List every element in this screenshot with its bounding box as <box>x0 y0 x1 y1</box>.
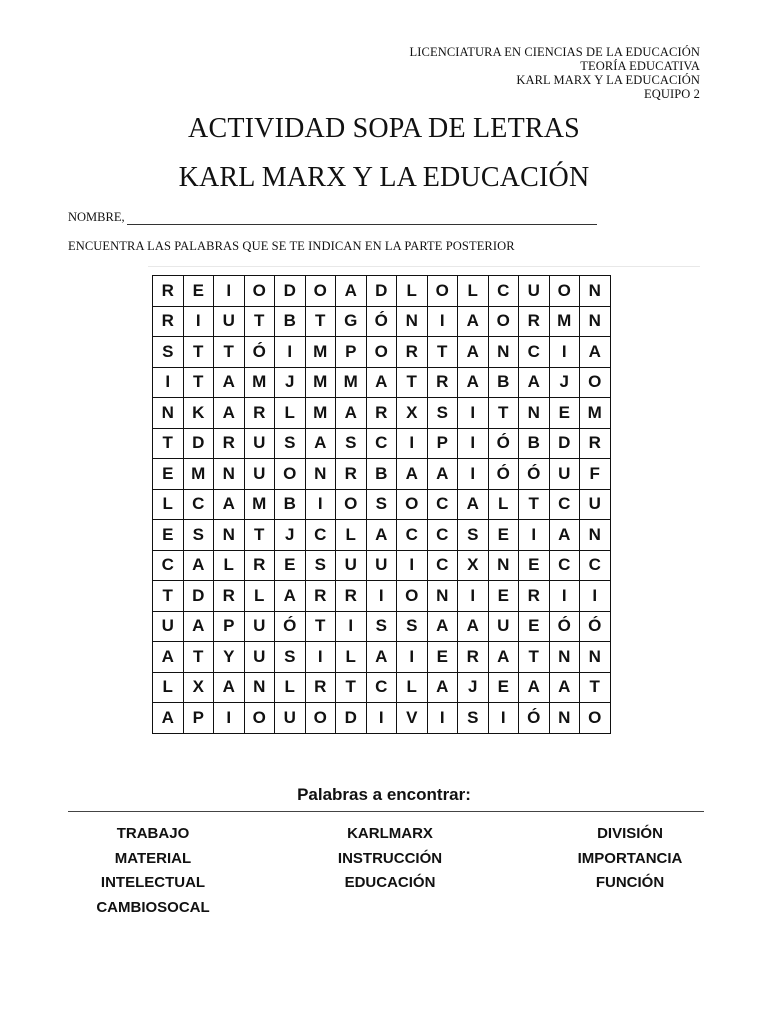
grid-cell[interactable]: R <box>458 642 489 673</box>
grid-cell[interactable]: T <box>427 337 458 368</box>
grid-cell[interactable]: I <box>397 428 428 459</box>
grid-row <box>153 337 611 368</box>
grid-cell[interactable]: R <box>519 306 550 337</box>
grid-cell[interactable]: S <box>275 642 306 673</box>
grid-cell[interactable]: S <box>366 611 397 642</box>
grid-cell[interactable]: Ó <box>488 459 519 490</box>
grid-cell[interactable]: A <box>214 367 245 398</box>
grid-cell[interactable]: A <box>275 581 306 612</box>
grid-cell[interactable]: O <box>397 489 428 520</box>
grid-cell[interactable]: A <box>214 398 245 429</box>
grid-cell[interactable]: I <box>519 520 550 551</box>
grid-cell[interactable]: A <box>183 611 214 642</box>
grid-cell[interactable]: E <box>153 520 184 551</box>
grid-cell[interactable]: S <box>397 611 428 642</box>
grid-cell[interactable]: B <box>519 428 550 459</box>
grid-row <box>153 367 611 398</box>
grid-cell[interactable]: I <box>458 428 489 459</box>
grid-cell[interactable]: I <box>458 459 489 490</box>
grid-cell[interactable]: Ó <box>488 428 519 459</box>
grid-row <box>153 703 611 734</box>
grid-cell[interactable]: R <box>305 672 336 703</box>
grid-cell[interactable]: L <box>275 672 306 703</box>
grid-cell[interactable]: B <box>366 459 397 490</box>
grid-cell[interactable]: O <box>336 489 367 520</box>
grid-row <box>153 672 611 703</box>
grid-cell[interactable]: A <box>427 459 458 490</box>
grid-cell[interactable]: U <box>244 428 275 459</box>
grid-cell[interactable]: A <box>519 367 550 398</box>
grid-cell[interactable]: M <box>183 459 214 490</box>
grid-cell[interactable]: X <box>183 672 214 703</box>
word-item: EDUCACIÓN <box>344 874 436 891</box>
grid-cell[interactable]: N <box>580 306 611 337</box>
grid-cell[interactable]: I <box>366 581 397 612</box>
grid-cell[interactable]: I <box>305 642 336 673</box>
word-item: FUNCIÓN <box>595 874 665 891</box>
grid-row <box>153 611 611 642</box>
grid-cell[interactable]: I <box>458 398 489 429</box>
grid-cell[interactable]: O <box>366 337 397 368</box>
grid-cell[interactable]: M <box>305 337 336 368</box>
grid-cell[interactable]: S <box>336 428 367 459</box>
grid-cell[interactable]: I <box>214 703 245 734</box>
grid-cell[interactable]: E <box>488 672 519 703</box>
grid-cell[interactable]: C <box>397 520 428 551</box>
word-column-1 <box>78 822 228 920</box>
grid-row <box>153 306 611 337</box>
grid-cell[interactable]: S <box>427 398 458 429</box>
grid-cell[interactable]: A <box>153 642 184 673</box>
grid-cell[interactable]: O <box>549 276 580 307</box>
grid-cell[interactable]: I <box>397 642 428 673</box>
grid-cell[interactable]: J <box>549 367 580 398</box>
grid-cell[interactable]: N <box>244 672 275 703</box>
grid-cell[interactable]: L <box>397 276 428 307</box>
grid-cell[interactable]: R <box>244 550 275 581</box>
grid-cell[interactable]: E <box>549 398 580 429</box>
grid-cell[interactable]: O <box>244 276 275 307</box>
grid-cell[interactable]: U <box>244 611 275 642</box>
grid-cell[interactable]: X <box>458 550 489 581</box>
grid-cell[interactable]: N <box>580 520 611 551</box>
grid-row <box>153 550 611 581</box>
grid-cell[interactable]: I <box>549 581 580 612</box>
grid-row <box>153 581 611 612</box>
grid-cell[interactable]: R <box>214 428 245 459</box>
grid-cell[interactable]: R <box>214 581 245 612</box>
word-item: CAMBIOSOCAL <box>96 898 210 916</box>
grid-cell[interactable]: M <box>305 367 336 398</box>
grid-cell[interactable]: T <box>183 337 214 368</box>
grid-cell[interactable]: N <box>580 642 611 673</box>
grid-row <box>153 428 611 459</box>
grid-cell[interactable]: T <box>397 367 428 398</box>
grid-cell[interactable]: R <box>580 428 611 459</box>
grid-cell[interactable]: T <box>214 337 245 368</box>
grid-cell[interactable]: N <box>153 398 184 429</box>
grid-cell[interactable]: B <box>275 489 306 520</box>
grid-cell[interactable]: N <box>397 306 428 337</box>
word-column-2 <box>315 822 465 896</box>
grid-cell[interactable]: O <box>397 581 428 612</box>
grid-row <box>153 459 611 490</box>
grid-cell[interactable]: C <box>153 550 184 581</box>
grid-cell[interactable]: T <box>580 672 611 703</box>
grid-cell[interactable]: P <box>336 337 367 368</box>
word-search-grid <box>152 275 611 734</box>
grid-cell[interactable]: C <box>427 489 458 520</box>
grid-cell[interactable]: P <box>427 428 458 459</box>
grid-cell[interactable]: O <box>580 367 611 398</box>
grid-cell[interactable]: A <box>153 703 184 734</box>
name-blank-line[interactable] <box>127 214 597 225</box>
grid-cell[interactable]: A <box>580 337 611 368</box>
header-line-program: LICENCIATURA EN CIENCIAS DE LA EDUCACIÓN <box>409 45 700 59</box>
grid-cell[interactable]: N <box>427 581 458 612</box>
grid-cell[interactable]: Ó <box>366 306 397 337</box>
grid-cell[interactable]: A <box>458 611 489 642</box>
grid-cell[interactable]: U <box>549 459 580 490</box>
grid-cell[interactable]: C <box>366 428 397 459</box>
grid-cell[interactable]: R <box>427 367 458 398</box>
grid-cell[interactable]: A <box>458 489 489 520</box>
grid-cell[interactable]: L <box>153 672 184 703</box>
grid-cell[interactable]: N <box>488 550 519 581</box>
grid-cell[interactable]: A <box>336 276 367 307</box>
grid-cell[interactable]: I <box>488 703 519 734</box>
word-item: INSTRUCCIÓN <box>337 849 443 867</box>
grid-cell[interactable]: L <box>397 672 428 703</box>
grid-cell[interactable]: C <box>549 550 580 581</box>
grid-cell[interactable]: A <box>458 337 489 368</box>
grid-cell[interactable]: R <box>366 398 397 429</box>
grid-cell[interactable]: L <box>336 520 367 551</box>
grid-cell[interactable]: N <box>214 459 245 490</box>
grid-row <box>153 276 611 307</box>
grid-cell[interactable]: U <box>214 306 245 337</box>
grid-cell[interactable]: C <box>366 672 397 703</box>
word-column-3 <box>555 822 705 896</box>
grid-cell[interactable]: U <box>488 611 519 642</box>
grid-cell[interactable]: U <box>336 550 367 581</box>
grid-cell[interactable]: O <box>305 703 336 734</box>
grid-cell[interactable]: C <box>580 550 611 581</box>
grid-cell[interactable]: N <box>519 398 550 429</box>
grid-cell[interactable]: A <box>366 642 397 673</box>
grid-cell[interactable]: U <box>244 642 275 673</box>
word-item: MATERIAL <box>114 849 192 867</box>
grid-cell[interactable]: C <box>183 489 214 520</box>
grid-cell[interactable]: L <box>153 489 184 520</box>
grid-cell[interactable]: T <box>153 581 184 612</box>
grid-cell[interactable]: I <box>366 703 397 734</box>
grid-cell[interactable]: T <box>183 642 214 673</box>
grid-cell[interactable]: L <box>488 489 519 520</box>
grid-cell[interactable]: T <box>488 398 519 429</box>
grid-cell[interactable]: P <box>183 703 214 734</box>
grid-cell[interactable]: R <box>244 398 275 429</box>
grid-cell[interactable]: U <box>519 276 550 307</box>
grid-cell[interactable]: Y <box>214 642 245 673</box>
grid-cell[interactable]: C <box>519 337 550 368</box>
grid-cell[interactable]: A <box>214 489 245 520</box>
grid-cell[interactable]: M <box>305 398 336 429</box>
grid-cell[interactable]: A <box>519 672 550 703</box>
grid-cell[interactable]: E <box>488 520 519 551</box>
grid-cell[interactable]: L <box>275 398 306 429</box>
grid-cell[interactable]: I <box>580 581 611 612</box>
grid-cell[interactable]: A <box>458 367 489 398</box>
grid-cell[interactable]: J <box>275 367 306 398</box>
grid-cell[interactable]: N <box>305 459 336 490</box>
grid-cell[interactable]: C <box>427 550 458 581</box>
header-block <box>410 45 700 101</box>
grid-cell[interactable]: I <box>275 337 306 368</box>
grid-cell[interactable]: C <box>305 520 336 551</box>
grid-cell[interactable]: I <box>427 306 458 337</box>
grid-cell[interactable]: L <box>244 581 275 612</box>
header-line-course: TEORÍA EDUCATIVA <box>580 59 700 73</box>
grid-cell[interactable]: S <box>153 337 184 368</box>
grid-cell[interactable]: T <box>305 611 336 642</box>
grid-cell[interactable]: T <box>305 306 336 337</box>
grid-cell[interactable]: D <box>275 276 306 307</box>
grid-cell[interactable]: T <box>153 428 184 459</box>
grid-cell[interactable]: U <box>244 459 275 490</box>
grid-cell[interactable]: S <box>275 428 306 459</box>
grid-row <box>153 520 611 551</box>
grid-cell[interactable]: D <box>336 703 367 734</box>
grid-cell[interactable]: A <box>549 672 580 703</box>
page-subtitle: KARL MARX Y LA EDUCACIÓN <box>178 162 590 193</box>
grid-cell[interactable]: X <box>397 398 428 429</box>
grid-cell[interactable]: E <box>183 276 214 307</box>
grid-cell[interactable]: N <box>488 337 519 368</box>
grid-cell[interactable]: A <box>488 642 519 673</box>
grid-cell[interactable]: A <box>366 520 397 551</box>
grid-cell[interactable]: E <box>519 611 550 642</box>
grid-cell[interactable]: J <box>458 672 489 703</box>
grid-cell[interactable]: T <box>244 520 275 551</box>
grid-cell[interactable]: L <box>214 550 245 581</box>
name-field-row <box>68 210 597 225</box>
grid-cell[interactable]: A <box>427 672 458 703</box>
grid-cell[interactable]: S <box>183 520 214 551</box>
grid-cell[interactable]: I <box>183 306 214 337</box>
word-item: KARLMARX <box>347 825 433 842</box>
grid-cell[interactable]: C <box>427 520 458 551</box>
grid-cell[interactable]: U <box>580 489 611 520</box>
word-item: IMPORTANCIA <box>577 849 683 867</box>
grid-cell[interactable]: I <box>305 489 336 520</box>
grid-cell[interactable]: D <box>183 581 214 612</box>
grid-cell[interactable]: M <box>244 367 275 398</box>
grid-cell[interactable]: R <box>153 306 184 337</box>
grid-cell[interactable]: I <box>427 703 458 734</box>
grid-cell[interactable]: I <box>214 276 245 307</box>
grid-cell[interactable]: N <box>549 642 580 673</box>
grid-cell[interactable]: R <box>336 459 367 490</box>
grid-cell[interactable]: L <box>336 642 367 673</box>
grid-cell[interactable]: B <box>275 306 306 337</box>
grid-cell[interactable]: M <box>336 367 367 398</box>
grid-cell[interactable]: Ó <box>275 611 306 642</box>
grid-cell[interactable]: P <box>214 611 245 642</box>
grid-cell[interactable]: B <box>488 367 519 398</box>
grid-cell[interactable]: T <box>519 489 550 520</box>
grid-cell[interactable]: S <box>305 550 336 581</box>
page-title: ACTIVIDAD SOPA DE LETRAS <box>188 113 580 144</box>
grid-cell[interactable]: O <box>275 459 306 490</box>
grid-cell[interactable]: A <box>366 367 397 398</box>
grid-cell[interactable]: I <box>397 550 428 581</box>
grid-cell[interactable]: A <box>458 306 489 337</box>
grid-cell[interactable]: V <box>397 703 428 734</box>
header-line-topic: KARL MARX Y LA EDUCACIÓN <box>516 73 700 87</box>
grid-cell[interactable]: T <box>183 367 214 398</box>
grid-cell[interactable]: R <box>305 581 336 612</box>
grid-cell[interactable]: A <box>214 672 245 703</box>
grid-cell[interactable]: A <box>549 520 580 551</box>
grid-cell[interactable]: A <box>183 550 214 581</box>
grid-cell[interactable]: R <box>153 276 184 307</box>
grid-cell[interactable]: O <box>244 703 275 734</box>
grid-cell[interactable]: E <box>427 642 458 673</box>
words-heading: Palabras a encontrar: <box>297 785 471 804</box>
grid-cell[interactable]: A <box>427 611 458 642</box>
grid-cell[interactable]: A <box>305 428 336 459</box>
grid-cell[interactable]: O <box>427 276 458 307</box>
grid-cell[interactable]: U <box>366 550 397 581</box>
grid-cell[interactable]: S <box>458 703 489 734</box>
header-line-team: EQUIPO 2 <box>643 87 700 101</box>
grid-cell[interactable]: S <box>366 489 397 520</box>
grid-cell[interactable]: D <box>549 428 580 459</box>
grid-cell[interactable]: I <box>153 367 184 398</box>
grid-cell[interactable]: T <box>519 642 550 673</box>
grid-cell[interactable]: Ó <box>549 611 580 642</box>
grid-cell[interactable]: G <box>336 306 367 337</box>
grid-cell[interactable]: Ó <box>244 337 275 368</box>
grid-cell[interactable]: C <box>488 276 519 307</box>
grid-cell[interactable]: J <box>275 520 306 551</box>
grid-cell[interactable]: O <box>488 306 519 337</box>
grid-cell[interactable]: N <box>214 520 245 551</box>
grid-cell[interactable]: O <box>580 703 611 734</box>
grid-cell[interactable]: M <box>549 306 580 337</box>
grid-cell[interactable]: I <box>336 611 367 642</box>
grid-cell[interactable]: C <box>549 489 580 520</box>
grid-cell[interactable]: M <box>244 489 275 520</box>
grid-cell[interactable]: E <box>275 550 306 581</box>
grid-top-rule <box>148 266 700 267</box>
grid-cell[interactable]: E <box>488 581 519 612</box>
grid-row <box>153 642 611 673</box>
grid-cell[interactable]: I <box>549 337 580 368</box>
grid-cell[interactable]: N <box>549 703 580 734</box>
grid-cell[interactable]: T <box>244 306 275 337</box>
grid-cell[interactable]: Ó <box>580 611 611 642</box>
grid-cell[interactable]: U <box>275 703 306 734</box>
grid-cell[interactable]: A <box>336 398 367 429</box>
grid-cell[interactable]: E <box>153 459 184 490</box>
grid-cell[interactable]: R <box>397 337 428 368</box>
grid-cell[interactable]: Ó <box>519 459 550 490</box>
grid-cell[interactable]: F <box>580 459 611 490</box>
grid-cell[interactable]: D <box>183 428 214 459</box>
word-item: DIVISIÓN <box>597 825 663 842</box>
words-divider <box>68 811 704 812</box>
grid-row <box>153 398 611 429</box>
name-label: NOMBRE, <box>68 210 125 224</box>
grid-cell[interactable]: M <box>580 398 611 429</box>
grid-cell[interactable]: U <box>153 611 184 642</box>
grid-cell[interactable]: R <box>519 581 550 612</box>
grid-cell[interactable]: Ó <box>519 703 550 734</box>
grid-cell[interactable]: R <box>336 581 367 612</box>
grid-cell[interactable]: E <box>519 550 550 581</box>
grid-cell[interactable]: S <box>458 520 489 551</box>
grid-row <box>153 489 611 520</box>
grid-cell[interactable]: N <box>580 276 611 307</box>
word-item: INTELECTUAL <box>100 874 206 891</box>
grid-cell[interactable]: D <box>366 276 397 307</box>
grid-cell[interactable]: A <box>397 459 428 490</box>
grid-cell[interactable]: K <box>183 398 214 429</box>
grid-cell[interactable]: T <box>336 672 367 703</box>
instruction-text: ENCUENTRA LAS PALABRAS QUE SE TE INDICAN EN LA PARTE POSTERIOR <box>68 239 515 253</box>
grid-cell[interactable]: I <box>458 581 489 612</box>
grid-cell[interactable]: O <box>305 276 336 307</box>
word-item: TRABAJO <box>116 825 190 842</box>
grid-cell[interactable]: L <box>458 276 489 307</box>
